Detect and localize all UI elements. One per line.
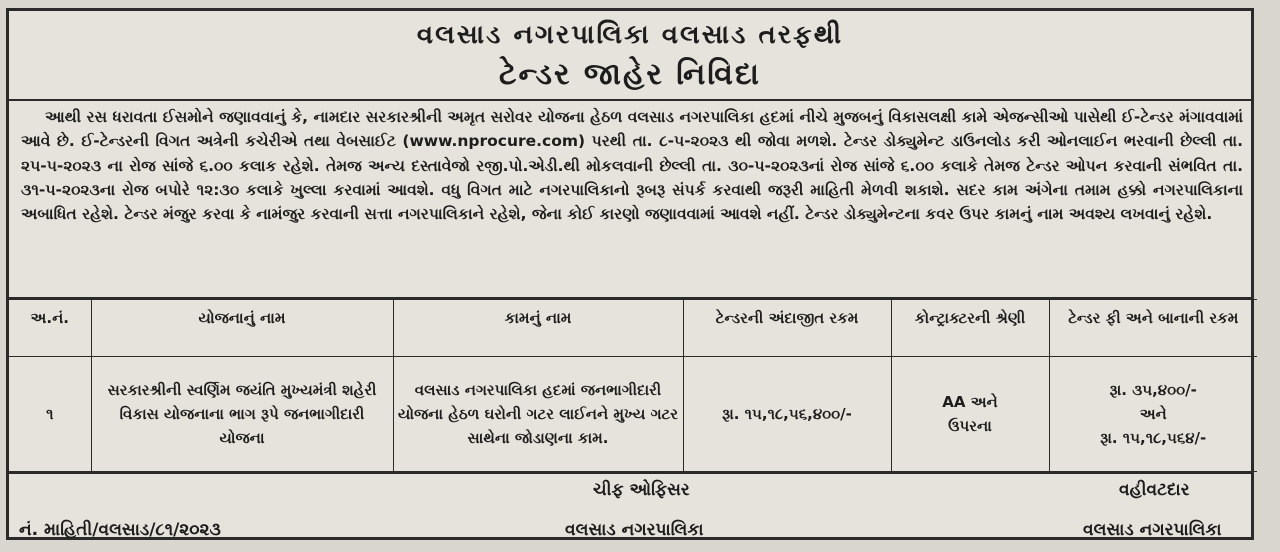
tender-notice xyxy=(6,8,1254,540)
table-header-row xyxy=(9,300,1257,357)
chief-officer-org: વલસાડ નગરપાલિકા xyxy=(565,520,704,540)
reference-number: નં. માહિતી/વલસાડ/૮૧/૨૦૨૩ xyxy=(19,520,221,540)
col-header-category: કોન્ટ્રાક્ટરની શ્રેણી xyxy=(891,300,1049,357)
col-header-fee: ટેન્ડર ફી અને બાનાની રકમ xyxy=(1049,300,1257,357)
notice-footer xyxy=(9,472,1251,552)
tender-fee: રૂા. ૩૫,૪૦૦/- xyxy=(1109,381,1197,399)
notice-body: આથી રસ ધરાવતા ઈસમોને જણાવવાનું કે, નામદાર સરકારશ્રીની અમૃત સરોવર યોજના હેઠળ વલસાડ નગરપાલિકા હદમાં નીચે મુજબનું વિકાસલક્ષી કામે એજન્સીઓ પાસેથી ઈ-ટેન્ડર મંગાવવામાં આવે છે. ઈ-ટેન્ડરની વિગત અત્રેની કચેરીએ તથા વેબસાઈટ (www.nprocure.com) પરથી તા. ૮-૫-૨૦૨૩ થી જોવા મળશે. ટેન્ડર ડોક્યુમેન્ટ ડાઉનલોડ કરી ઓનલાઈન ભરવાની છેલ્લી તા. ૨૫-૫-૨૦૨૩ ના રોજ સાંજે ૬.૦૦ કલાક રહેશે. તેમજ અન્ય દસ્તાવેજો રજી.પો.એડી.થી મોકલવાની છેલ્લી તા. ૩૦-૫-૨૦૨૩નાં રોજ સાંજે ૬.૦૦ કલાકે તેમજ ટેન્ડર ઓપન કરવાની સંભવિત તા. ૩૧-૫-૨૦૨૩ના રોજ બપોરે ૧૨:૩૦ કલાકે ખુલ્લા કરવામાં આવશે. વધુ વિગત માટે નગરપાલિકાનો રૂબરૂ સંપર્ક કરવાથી જરૂરી માહિતી મેળવી શકાશે. સદર કામ અંગેના તમામ હક્કો નગરપાલિકાના અબાધિત રહેશે. ટેન્ડર મંજુર કરવા કે નામંજુર કરવાની સત્તા નગરપાલિકાને રહેશે, જેના કોઈ કારણો જણાવવામાં આવશે નહીં. ટેન્ડર ડોક્યુમેન્ટના કવર ઉપર કામનું નામ અવશ્ય લખવાનું રહેશે. xyxy=(9,101,1251,299)
cell-fee xyxy=(1049,357,1257,472)
category-line-1: AA અને xyxy=(942,393,998,411)
administrator-org: વલસાડ નગરપાલિકા xyxy=(1083,520,1222,540)
cell-category xyxy=(891,357,1049,472)
col-header-sr: અ.નં. xyxy=(9,300,91,357)
table-row xyxy=(9,357,1257,472)
cell-sr: ૧ xyxy=(9,357,91,472)
chief-officer-title: ચીફ ઓફિસર xyxy=(593,480,690,500)
cell-estimate: રૂા. ૧૫,૧૮,૫૬,૪૦૦/- xyxy=(683,357,891,472)
cell-scheme: સરકારશ્રીની સ્વર્ણિમ જયંતિ મુખ્યમંત્રી શહેરી વિકાસ યોજનાના ભાગ રૂપે જનભાગીદારી યોજના xyxy=(91,357,393,472)
col-header-estimate: ટેન્ડરની અંદાજીત રકમ xyxy=(683,300,891,357)
tender-table xyxy=(9,299,1257,472)
cell-work: વલસાડ નગરપાલિકા હદમાં જનભાગીદારી યોજના હેઠળ ઘરોની ગટર લાઈનને મુખ્ય ગટર સાથેના જોડાણના કામ. xyxy=(393,357,683,472)
category-line-2: ઉપરના xyxy=(948,417,992,435)
fee-and: અને xyxy=(1139,405,1167,423)
col-header-work: કામનું નામ xyxy=(393,300,683,357)
issuer-title: વલસાડ નગરપાલિકા વલસાડ તરફથી xyxy=(416,20,844,50)
earnest-money: રૂા. ૧૫,૧૮,૫૬૪/- xyxy=(1100,429,1207,447)
notice-title: ટેન્ડર જાહેર નિવિદા xyxy=(499,57,761,92)
notice-header xyxy=(9,11,1251,101)
administrator-title: વહીવટદાર xyxy=(1119,480,1190,500)
col-header-scheme: યોજનાનું નામ xyxy=(91,300,393,357)
